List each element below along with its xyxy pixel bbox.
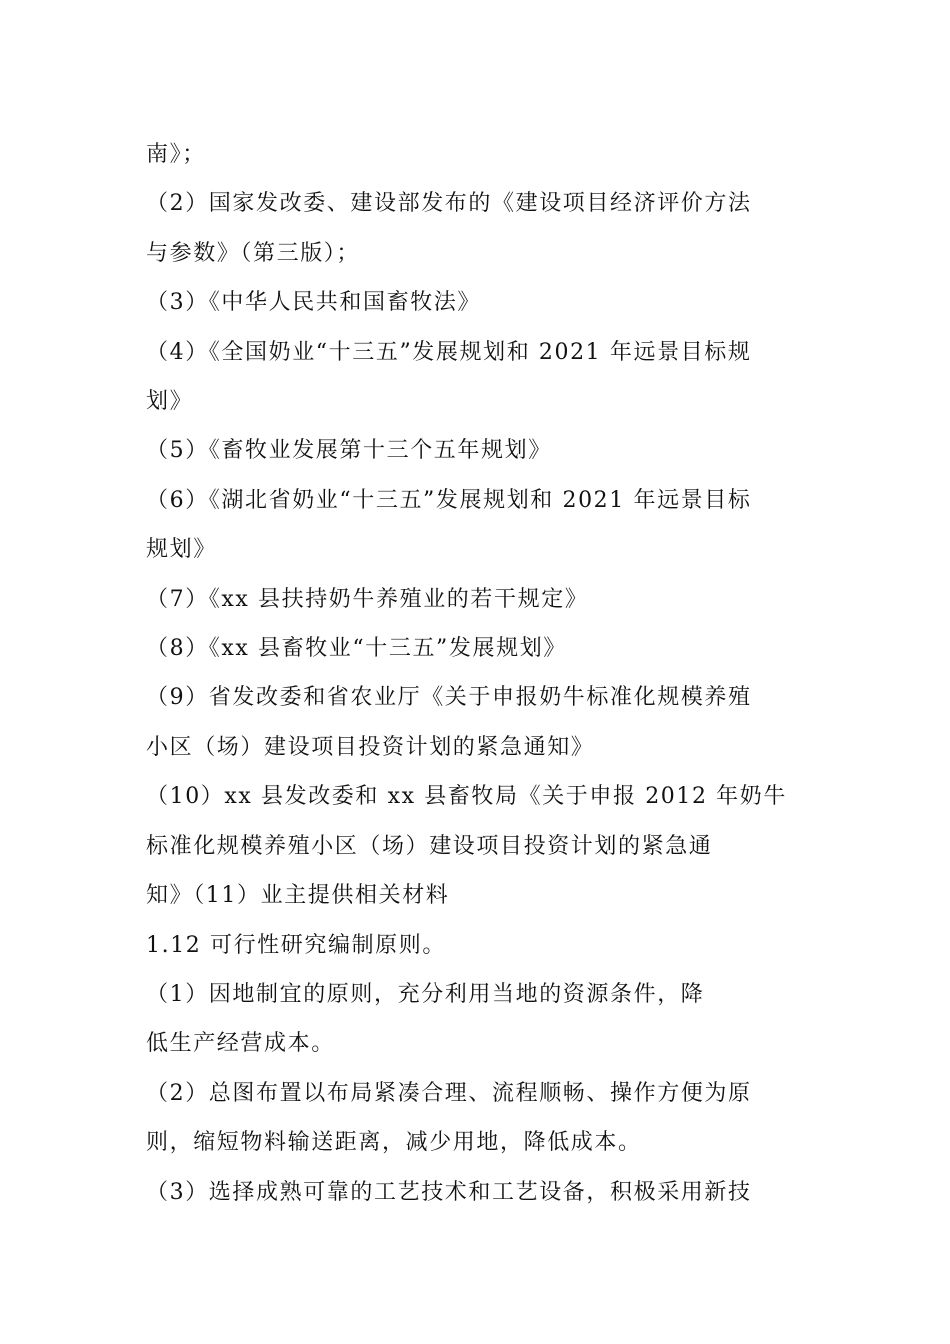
- text-line: 南》；: [146, 142, 206, 167]
- text-line: 划》: [146, 389, 194, 415]
- text-line: （6）《湖北省奶业“十三五”发展规划和 2021 年远景目标: [146, 487, 752, 513]
- text-line: 标准化规模养殖小区（场）建设项目投资计划的紧急通: [146, 833, 713, 859]
- text-line: 规划》: [146, 537, 217, 563]
- text-line: 小区（场）建设项目投资计划的紧急通知》: [146, 734, 595, 760]
- text-line: （2）总图布置以布局紧凑合理、流程顺畅、操作方便为原: [146, 1080, 752, 1106]
- text-line: （8）《xx 县畜牧业“十三五”发展规划》: [146, 636, 567, 662]
- document-body: [146, 130, 812, 1217]
- text-line: （7）《xx 县扶持奶牛养殖业的若干规定》: [146, 586, 589, 612]
- text-line: 知》（11）业主提供相关材料: [146, 883, 450, 909]
- text-line: （9）省发改委和省农业厅《关于申报奶牛标准化规模养殖: [146, 685, 752, 711]
- text-line: 与参数》（第三版）；: [146, 240, 361, 266]
- text-line: （1）因地制宜的原则，充分利用当地的资源条件，降: [146, 981, 705, 1007]
- text-line: （10）xx 县发改委和 xx 县畜牧局《关于申报 2012 年奶牛: [146, 784, 787, 810]
- text-line: 则，缩短物料输送距离，减少用地，降低成本。: [146, 1130, 642, 1156]
- text-line: （2）国家发改委、建设部发布的《建设项目经济评价方法: [146, 191, 752, 217]
- text-line: 低生产经营成本。: [146, 1031, 335, 1057]
- text-line: （3）《中华人民共和国畜牧法》: [146, 290, 481, 316]
- text-line: 1.12 可行性研究编制原则。: [146, 932, 446, 958]
- text-line: （4）《全国奶业“十三五”发展规划和 2021 年远景目标规: [146, 339, 752, 365]
- text-line: （5）《畜牧业发展第十三个五年规划》: [146, 438, 552, 464]
- text-line: （3）选择成熟可靠的工艺技术和工艺设备，积极采用新技: [146, 1179, 752, 1205]
